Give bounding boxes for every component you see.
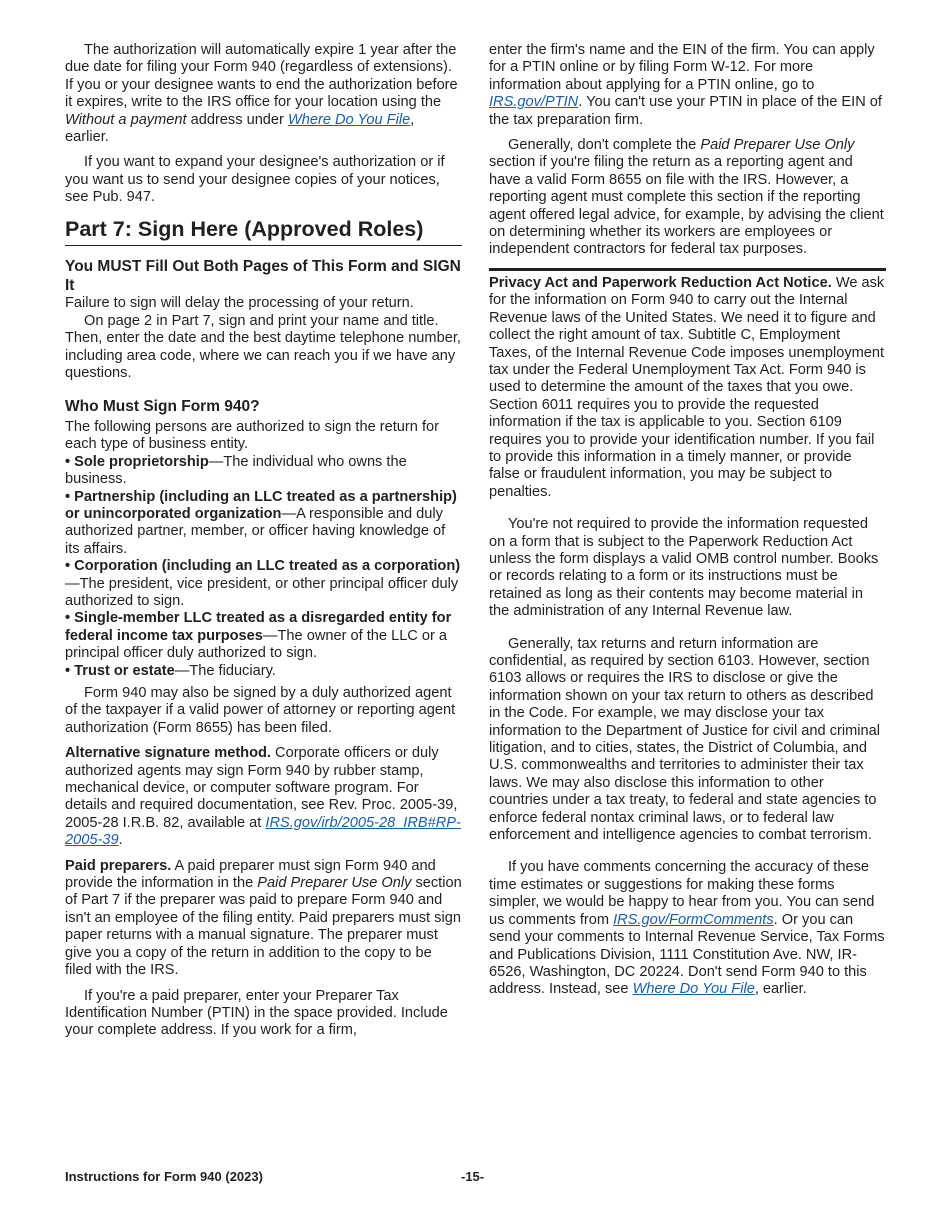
- bullet-trust-estate: • Trust or estate—The fiduciary.: [65, 662, 276, 679]
- left-column: [65, 42, 462, 1040]
- reporting-agent-paragraph: Generally, don't complete the Paid Preparer Use Only section if you're filing the return as a reporting agent and have a valid Form 8655 on file with the IRS. However, a reporting agent must complete this section if the reporting agent offered legal advice, for example, by advising the client on determining whether its workers are employees or independent contractors for federal tax purposes.: [489, 137, 884, 258]
- alternative-signature-heading: Alternative signature method.: [65, 745, 271, 762]
- authorization-expiry-paragraph: The authorization will automatically expire 1 year after the due date for filing your Form 940 (regardless of extensions). If you or your designee wants to end the authorization before it expires, write to the IRS office for your location using the Without a payment address under Where Do You File, earlier.: [65, 42, 458, 146]
- right-column: [489, 42, 886, 999]
- must-sign-heading: You MUST Fill Out Both Pages of This Form and SIGN It: [65, 257, 461, 295]
- alternative-signature-paragraph: Alternative signature method. Corporate officers or duly authorized agents may sign Form 940 by rubber stamp, mechanical device, or computer software program. For details and required documentation, see Rev. Proc. 2005-39, 2005-28 I.R.B. 82, available at IRS.gov/irb/2005-28_IRB#RP-2005-39.: [65, 745, 461, 849]
- entity-bullet-list: [65, 454, 462, 680]
- privacy-section-divider: [489, 268, 886, 501]
- omb-control-paragraph: You're not required to provide the information requested on a form that is subject to the Paperwork Reduction Act unless the form displays a valid OMB control number. Books or records relating to a form or its instructions must be retained as long as their contents may become material in the administration of any Internal Revenue law.: [489, 516, 879, 620]
- comments-paragraph: If you have comments concerning the accuracy of these time estimates or suggestions for making these forms simpler, we would be happy to hear from you. You can send us comments from IRS.gov/FormComments. Or you can send your comments to Internal Revenue Service, Tax Forms and Publications Division, 1111 Constitution Ave. NW, IR-6526, Washington, DC 20224. Don't send Form 940 to this address. Instead, see Where Do You File, earlier.: [489, 859, 885, 998]
- confidentiality-paragraph: Generally, tax returns and return information are confidential, as required by section 6103. However, section 6103 allows or requires the IRS to disclose or give the information shown on your tax return to others as described in the Code. For example, we may disclose your tax information to the Department of Justice for civil and criminal litigation, and to cities, states, the District of Columbia, and U.S. commonwealths and territories to administer their tax laws. We may also disclose this information to other countries under a tax treaty, to federal and state agencies to enforce federal nontax criminal laws, or to federal law enforcement and intelligence agencies to combat terrorism.: [489, 635, 880, 844]
- failure-to-sign-paragraph: Failure to sign will delay the processing of your return.: [65, 295, 414, 312]
- sign-print-paragraph: On page 2 in Part 7, sign and print your name and title. Then, enter the date and the best daytime telephone number, including area code, where we can reach you if we have any questions.: [65, 312, 461, 382]
- bullet-single-member-llc: • Single-member LLC treated as a disregarded entity for federal income tax purposes—The owner of the LLC or a principal officer duly authorized to sign.: [65, 610, 452, 662]
- expand-authorization-paragraph: If you want to expand your designee's authorization or if you want us to send your designee copies of your notices, see Pub. 947.: [65, 154, 445, 206]
- who-must-sign-heading: Who Must Sign Form 940?: [65, 397, 260, 415]
- without-payment-emphasis: Without a payment: [65, 111, 187, 128]
- bullet-partnership: • Partnership (including an LLC treated as a partnership) or unincorporated organization—A responsible and duly authorized partner, member, or officer having knowledge of its affairs.: [65, 488, 457, 557]
- privacy-act-paragraph: Privacy Act and Paperwork Reduction Act Notice. We ask for the information on Form 940 to carry out the Internal Revenue laws of the United States. We need it to figure and collect the right amount of tax. Subtitle C, Employment Taxes, of the Internal Revenue Code imposes unemployment tax under the Federal Unemployment Tax Act. Form 940 is used to determine the amount of the taxes that you owe. Section 6011 requires you to provide the requested information if the tax is applicable to you. Section 6109 requires you to provide your identification number. If you fail to provide this information in a timely manner, or provide false or fraudulent information, you may be subject to penalties.: [489, 274, 885, 500]
- page-number: -15-: [461, 1169, 485, 1184]
- footer-title: Instructions for Form 940 (2023): [65, 1169, 263, 1184]
- bullet-corporation: • Corporation (including an LLC treated as a corporation)—The president, vice president, or other principal officer duly authorized to sign.: [65, 558, 461, 609]
- paid-preparers-paragraph: Paid preparers. A paid preparer must sign Form 940 and provide the information in the Paid Preparer Use Only section of Part 7 if the preparer was paid to prepare Form 940 and isn't an employee of the filing entity. Paid preparers must sign paper returns with a manual signature. The preparer must give you a copy of the return in addition to the copy to be filed with the IRS.: [65, 857, 462, 979]
- where-do-you-file-link[interactable]: Where Do You File: [287, 111, 411, 128]
- rev-proc-link[interactable]: IRS.gov/irb/2005-28_IRB#RP-2005-39: [65, 814, 461, 849]
- paid-preparers-heading: Paid preparers.: [65, 857, 172, 874]
- bullet-sole-proprietorship: • Sole proprietorship—The individual who owns the business.: [65, 453, 407, 488]
- privacy-act-heading: Privacy Act and Paperwork Reduction Act Notice.: [489, 274, 832, 291]
- ptin-paragraph: If you're a paid preparer, enter your Preparer Tax Identification Number (PTIN) in the space provided. Include your complete address. If you work for a firm,: [65, 987, 448, 1039]
- authorized-persons-paragraph: The following persons are authorized to sign the return for each type of business entity.: [65, 418, 439, 453]
- part7-heading: Part 7: Sign Here (Approved Roles): [65, 216, 462, 246]
- ptin-link[interactable]: IRS.gov/PTIN: [489, 94, 579, 111]
- authorized-agent-paragraph: Form 940 may also be signed by a duly authorized agent of the taxpayer if a valid power of attorney or reporting agent authorization (Form 8655) has been filed.: [65, 685, 456, 736]
- where-do-you-file-link-2[interactable]: Where Do You File: [632, 981, 755, 998]
- form-comments-link[interactable]: IRS.gov/FormComments: [613, 911, 774, 928]
- firm-ein-paragraph: enter the firm's name and the EIN of the firm. You can apply for a PTIN online or by filing Form W-12. For more information about applying for a PTIN online, go to IRS.gov/PTIN. You can't use your PTIN in place of the EIN of the tax preparation firm.: [489, 42, 882, 128]
